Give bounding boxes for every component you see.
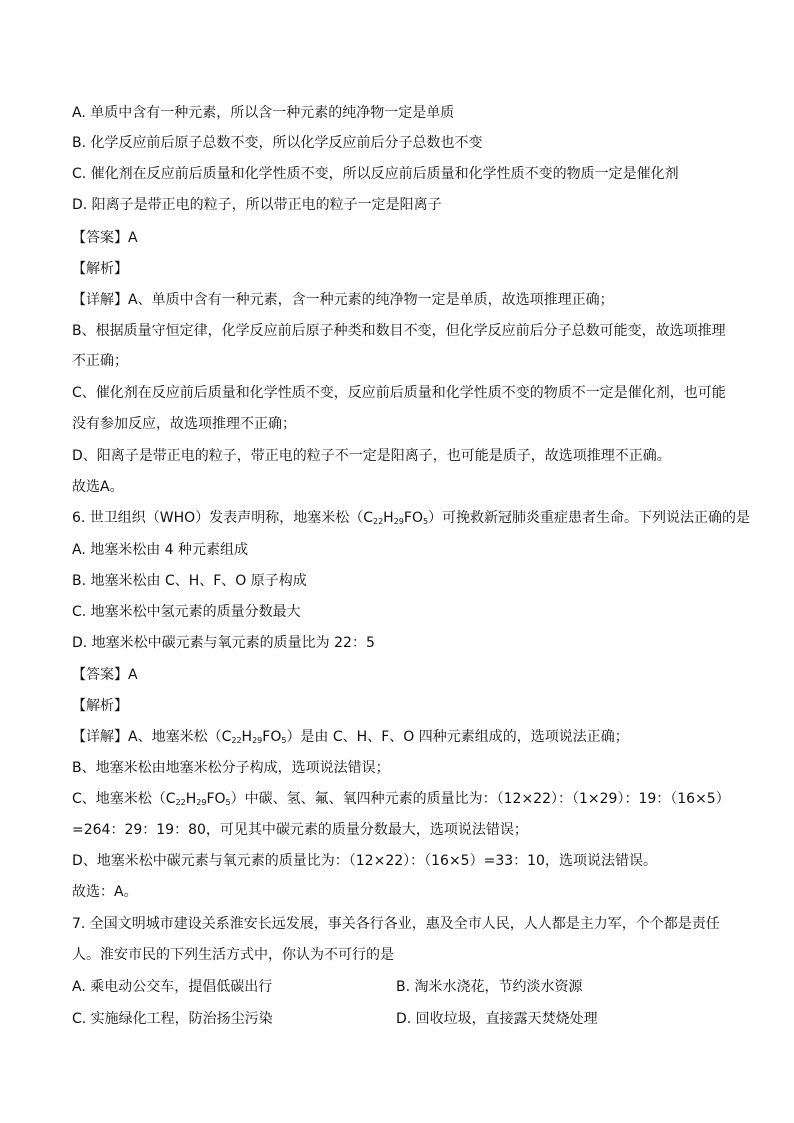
q7-option-c: C. 实施绿化工程，防治扬尘污染: [72, 1011, 273, 1027]
q6-detail-text: ）中碳、氢、氟、氧四种元素的质量比为：（12×22）：（1×29）：19：（16×5）: [230, 791, 730, 807]
q6-detail-text: ）是由 C、H、F、O 四种元素组成的，选项说法正确；: [286, 729, 629, 745]
formula-subscript: 22: [372, 517, 384, 526]
formula-text: FO: [262, 729, 282, 745]
q7-options-row: [72, 1010, 732, 1028]
formula-subscript: 22: [175, 798, 186, 807]
q5-detail-line: D、阳离子是带正电的粒子，带正电的粒子不一定是阳离子，也可能是质子，故选项推理不正确。: [72, 448, 671, 464]
q5-detail-line: 没有参加反应，故选项推理不正确；: [72, 416, 296, 432]
q6-option-d: D. 地塞米松中碳元素与氧元素的质量比为 22：5: [72, 635, 375, 651]
q7-stem: 人。淮安市民的下列生活方式中，你认为不可行的是: [72, 947, 394, 963]
q5-option-c: C. 催化剂在反应前后质量和化学性质不变，所以反应前后质量和化学性质不变的物质一定是催化剂: [72, 166, 679, 182]
formula-subscript: 29: [196, 798, 207, 807]
q6-detail-line: =264：29：19：80，可见其中碳元素的质量分数最大，选项说法错误；: [72, 822, 528, 838]
q7-option-a: A. 乘电动公交车，提倡低碳出行: [72, 979, 273, 995]
formula-subscript: 5: [422, 517, 429, 526]
q7-options-row: [72, 978, 732, 996]
q5-detail-line: 【详解】A、单质中含有一种元素，含一种元素的纯净物一定是单质，故选项推理正确；: [72, 292, 614, 308]
q7-stem: 7. 全国文明城市建设关系淮安长远发展，事关各行各业，惠及全市人民，人人都是主力军，个个都是责任: [72, 916, 720, 932]
q6-option-b: B. 地塞米松由 C、H、F、O 原子构成: [72, 573, 307, 589]
formula-subscript: 5: [281, 736, 287, 745]
q6-detail-line: B、地塞米松由地塞米松分子构成，选项说法错误；: [72, 760, 390, 776]
q5-detail-line: B、根据质量守恒定律，化学反应前后原子种类和数目不变，但化学反应前后分子总数可能变，故选项推理: [72, 323, 726, 339]
formula-text: H: [383, 510, 394, 526]
q6-detail-line: [72, 790, 732, 808]
q5-answer: 【答案】A: [72, 230, 138, 246]
formula-subscript: 22: [231, 736, 242, 745]
q6-stem-text: ）可挽救新冠肺炎重症患者生命。下列说法正确的是: [428, 510, 751, 526]
q6-stem-text: 6. 世卫组织（WHO）发表声明称，地塞米松（C: [72, 510, 373, 526]
q5-option-a: A. 单质中含有一种元素，所以含一种元素的纯净物一定是单质: [72, 105, 455, 121]
q6-answer: 【答案】A: [72, 667, 138, 683]
q5-conclusion: 故选A。: [72, 479, 124, 495]
q5-option-b: B. 化学反应前后原子总数不变，所以化学反应前后分子总数也不变: [72, 135, 483, 151]
formula-subscript: 29: [252, 736, 263, 745]
q6-conclusion: 故选：A。: [72, 884, 138, 900]
q6-analysis-heading: 【解析】: [72, 698, 128, 714]
formula-subscript: 5: [225, 798, 231, 807]
q6-detail-line: D、地塞米松中碳元素与氧元素的质量比为：（12×22）：（16×5）=33：10，选项说法错误。: [72, 853, 657, 869]
q6-option-c: C. 地塞米松中氢元素的质量分数最大: [72, 604, 301, 620]
q6-detail-line: [72, 728, 732, 746]
formula-text: H: [241, 729, 253, 745]
q6-detail-text: C、地塞米松（C: [72, 791, 176, 807]
q7-option-b: B. 淘米水浇花，节约淡水资源: [396, 979, 583, 995]
q5-analysis-heading: 【解析】: [72, 261, 128, 277]
formula-text: H: [185, 791, 197, 807]
q5-detail-line: C、催化剂在反应前后质量和化学性质不变，反应前后质量和化学性质不变的物质不一定是催化剂，也可能: [72, 385, 726, 401]
q6-detail-text: 【详解】A、地塞米松（C: [72, 729, 232, 745]
q5-option-d: D. 阳离子是带正电的粒子，所以带正电的粒子一定是阳离子: [72, 197, 442, 213]
formula-text: FO: [403, 510, 423, 526]
q6-option-a: A. 地塞米松由 4 种元素组成: [72, 542, 249, 558]
formula-subscript: 29: [393, 517, 404, 526]
q5-detail-line: 不正确；: [72, 353, 128, 369]
q6-stem: [72, 509, 751, 527]
formula-text: FO: [206, 791, 226, 807]
q7-option-d: D. 回收垃圾，直接露天焚烧处理: [396, 1011, 598, 1027]
